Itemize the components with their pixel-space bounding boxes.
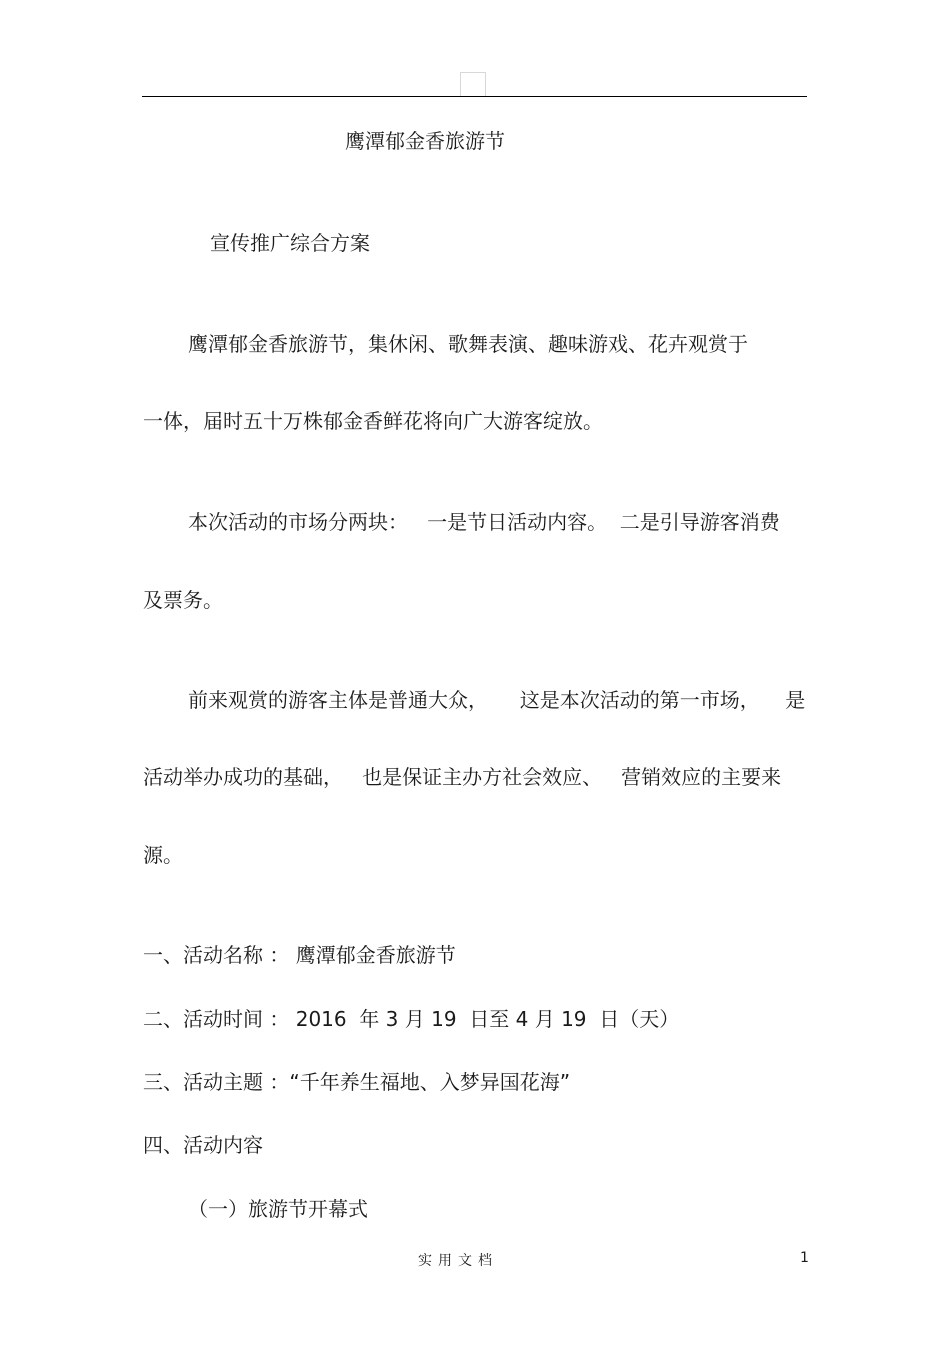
document-title: 鹰潭郁金香旅游节 — [345, 129, 505, 153]
market-line-1: 本次活动的市场分两块： 一是节日活动内容。 二是引导游客消费 — [188, 510, 780, 534]
item-activity-theme: 三、活动主题 ：“千年养生福地、入梦异国花海” — [143, 1070, 571, 1094]
audience-line-3: 源。 — [143, 843, 183, 867]
intro-line-2: 一体，届时五十万株郁金香鲜花将向广大游客绽放。 — [143, 409, 603, 433]
item-activity-content: 四、活动内容 — [143, 1133, 263, 1157]
header-rule — [142, 96, 807, 97]
intro-line-1: 鹰潭郁金香旅游节，集休闲、歌舞表演、趣味游戏、花卉观赏于 — [188, 332, 748, 356]
item-opening-ceremony: （一）旅游节开幕式 — [188, 1197, 368, 1221]
footer-label: 实用文档 — [418, 1253, 498, 1269]
market-line-2: 及票务。 — [143, 588, 223, 612]
item-activity-name: 一、活动名称 ： 鹰潭郁金香旅游节 — [143, 943, 456, 967]
audience-line-2: 活动举办成功的基础， 也是保证主办方社会效应、 营销效应的主要来 — [143, 765, 782, 789]
header-mark — [460, 72, 486, 96]
page-number: 1 — [800, 1250, 809, 1266]
item-activity-time: 二、活动时间 ： 2016 年 3 月 19 日至 4 月 19 日（天） — [143, 1007, 680, 1031]
audience-line-1: 前来观赏的游客主体是普通大众， 这是本次活动的第一市场， 是 — [188, 688, 806, 712]
document-subtitle: 宣传推广综合方案 — [210, 231, 370, 255]
